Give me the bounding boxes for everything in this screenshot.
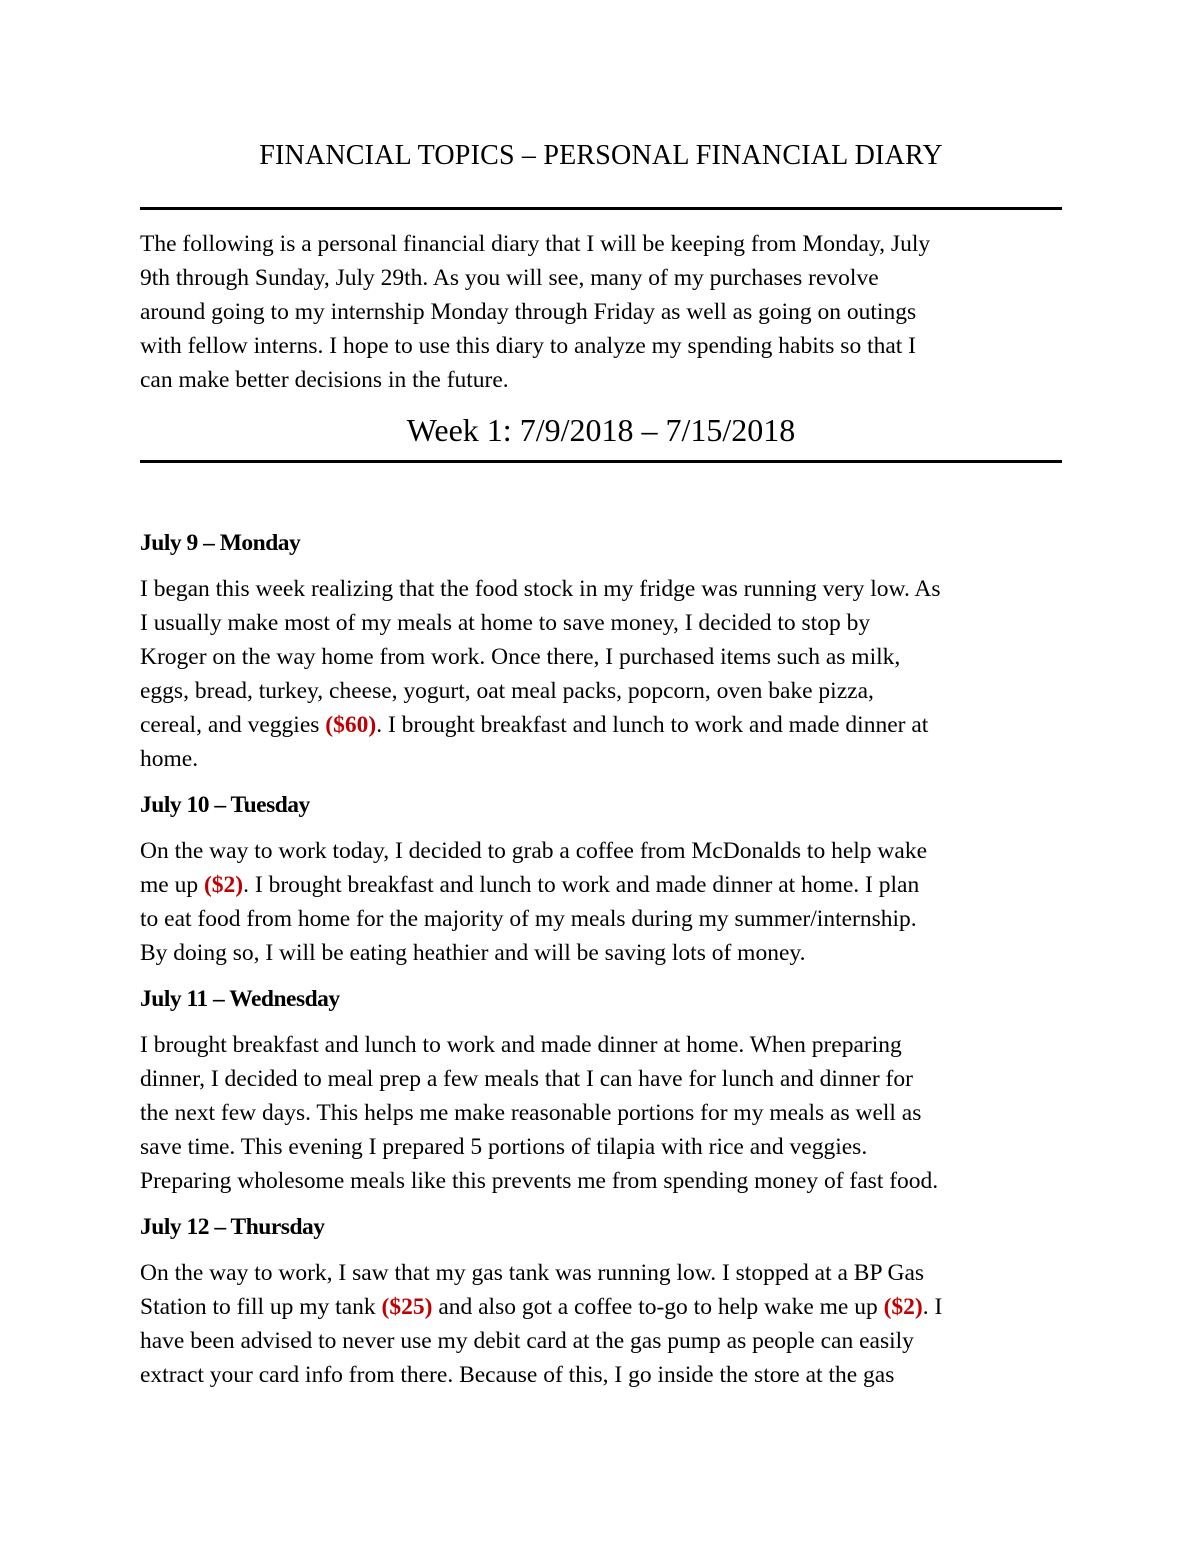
- entry-line: [140, 572, 1062, 606]
- entry-line: [140, 1130, 1062, 1164]
- diary-entry: [140, 788, 1062, 970]
- intro-line: 9th through Sunday, July 29th. As you will see, many of my purchases revolve: [140, 265, 879, 291]
- entry-line: [140, 902, 1062, 936]
- intro-line: can make better decisions in the future.: [140, 367, 509, 393]
- entry-line: [140, 1290, 1062, 1324]
- entry-text: By doing so, I will be eating heathier and will be saving lots of money.: [140, 940, 806, 966]
- entry-line: [140, 1358, 1062, 1392]
- entry-text: Preparing wholesome meals like this prevents me from spending money of fast food.: [140, 1168, 939, 1194]
- expense-amount: ($60): [325, 712, 377, 738]
- intro-line: with fellow interns. I hope to use this diary to analyze my spending habits so that I: [140, 333, 917, 359]
- entry-text: save time. This evening I prepared 5 portions of tilapia with rice and veggies.: [140, 1134, 868, 1160]
- entry-text: I began this week realizing that the food stock in my fridge was running very low. As: [140, 576, 941, 602]
- diary-entry: [140, 526, 1062, 776]
- entry-text: extract your card info from there. Because of this, I go inside the store at the gas: [140, 1362, 895, 1388]
- intro-line: The following is a personal financial diary that I will be keeping from Monday, July: [140, 231, 931, 257]
- entry-text: . I brought breakfast and lunch to work and made dinner at: [376, 712, 929, 738]
- entry-line: [140, 1096, 1062, 1130]
- entry-text: cereal, and veggies: [140, 712, 326, 738]
- entry-line: [140, 1028, 1062, 1062]
- entry-line: [140, 1256, 1062, 1290]
- entry-line: [140, 1164, 1062, 1198]
- week-heading: Week 1: 7/9/2018 – 7/15/2018: [406, 412, 796, 448]
- entry-line: [140, 868, 1062, 902]
- document-title: FINANCIAL TOPICS – PERSONAL FINANCIAL DIARY: [259, 140, 943, 171]
- entry-text: me up: [140, 872, 204, 898]
- entry-text: On the way to work, I saw that my gas tank was running low. I stopped at a BP Gas: [140, 1260, 925, 1286]
- entry-body: [140, 572, 1062, 776]
- title-divider: [140, 207, 1062, 210]
- entry-line: [140, 742, 1062, 776]
- entry-text: dinner, I decided to meal prep a few meals that I can have for lunch and dinner for: [140, 1066, 913, 1092]
- entry-text: home.: [140, 746, 199, 772]
- entry-text: eggs, bread, turkey, cheese, yogurt, oat meal packs, popcorn, oven bake pizza,: [140, 678, 874, 704]
- expense-amount: ($25): [381, 1294, 433, 1320]
- entry-text: have been advised to never use my debit card at the gas pump as people can easily: [140, 1328, 914, 1354]
- entry-text: Kroger on the way home from work. Once there, I purchased items such as milk,: [140, 644, 901, 670]
- entry-body: [140, 834, 1062, 970]
- entry-text: . I: [922, 1294, 943, 1320]
- entry-body: [140, 1256, 1062, 1392]
- entry-line: [140, 640, 1062, 674]
- entry-line: [140, 936, 1062, 970]
- entry-text: to eat food from home for the majority of my meals during my summer/internship.: [140, 906, 917, 932]
- entry-text: . I brought breakfast and lunch to work and made dinner at home. I plan: [243, 872, 920, 898]
- entry-text: I usually make most of my meals at home to save money, I decided to stop by: [140, 610, 871, 636]
- entry-text: Station to fill up my tank: [140, 1294, 382, 1320]
- entry-line: [140, 1324, 1062, 1358]
- entry-line: [140, 674, 1062, 708]
- entry-line: [140, 606, 1062, 640]
- entry-text: I brought breakfast and lunch to work and made dinner at home. When preparing: [140, 1032, 902, 1058]
- intro-line: around going to my internship Monday through Friday as well as going on outings: [140, 299, 917, 325]
- intro-paragraph: [140, 227, 1062, 397]
- entry-text: On the way to work today, I decided to grab a coffee from McDonalds to help wake: [140, 838, 927, 864]
- diary-entries: [140, 526, 1062, 1404]
- diary-entry: [140, 1210, 1062, 1392]
- entry-text: the next few days. This helps me make reasonable portions for my meals as well as: [140, 1100, 922, 1126]
- entry-date-heading: July 12 – Thursday: [140, 1214, 325, 1240]
- entry-date-heading: July 11 – Wednesday: [140, 986, 340, 1012]
- diary-entry: [140, 982, 1062, 1198]
- entry-line: [140, 1062, 1062, 1096]
- expense-amount: ($2): [883, 1294, 923, 1320]
- entry-date-heading: July 9 – Monday: [140, 530, 301, 556]
- entry-body: [140, 1028, 1062, 1198]
- week-divider: [140, 460, 1062, 463]
- entry-line: [140, 834, 1062, 868]
- entry-text: and also got a coffee to-go to help wake me up: [432, 1294, 884, 1320]
- entry-line: [140, 708, 1062, 742]
- expense-amount: ($2): [203, 872, 244, 898]
- entry-date-heading: July 10 – Tuesday: [140, 792, 310, 818]
